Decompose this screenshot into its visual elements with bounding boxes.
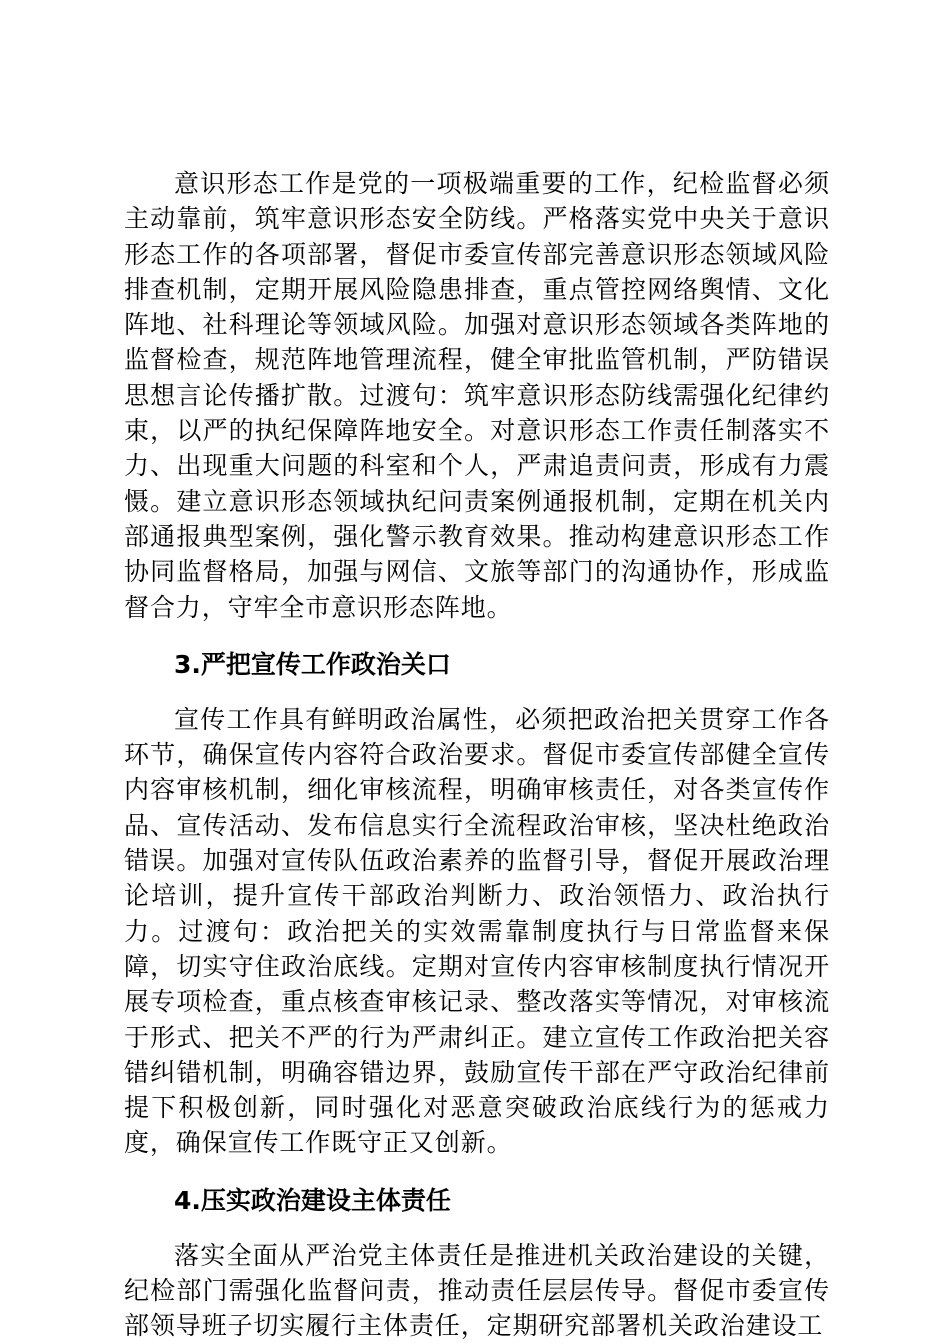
- paragraph-ideology: 意识形态工作是党的一项极端重要的工作，纪检监督必须主动靠前，筑牢意识形态安全防线。严格落实党中央关于意识形态工作的各项部署，督促市委宣传部完善意识形态领域风险排查机制，定期开展风险隐患排查，重点管控网络舆情、文化阵地、社科理论等领域风险。加强对意识形态领域各类阵地的监督检查，规范阵地管理流程，健全审批监管机制，严防错误思想言论传播扩散。过渡句：筑牢意识形态防线需强化纪律约束，以严的执纪保障阵地安全。对意识形态工作责任制落实不力、出现重大问题的科室和个人，严肃追责问责，形成有力震慑。建立意识形态领域执纪问责案例通报机制，定期在机关内部通报典型案例，强化警示教育效果。推动构建意识形态工作协同监督格局，加强与网信、文旅等部门的沟通协作，形成监督合力，守牢全市意识形态阵地。: [124, 169, 830, 622]
- section-heading-4: 4.压实政治建设主体责任: [174, 1185, 451, 1215]
- document-page: [124, 166, 830, 1344]
- spacer: [124, 625, 830, 647]
- section-heading-3: 3.严把宣传工作政治关口: [174, 649, 451, 679]
- spacer: [124, 1218, 830, 1238]
- spacer: [124, 1161, 830, 1183]
- paragraph-propaganda: 宣传工作具有鲜明政治属性，必须把政治把关贯穿工作各环节，确保宣传内容符合政治要求。督促市委宣传部健全宣传内容审核机制，细化审核流程，明确审核责任，对各类宣传作品、宣传活动、发布信息实行全流程政治审核，坚决杜绝政治错误。加强对宣传队伍政治素养的监督引导，督促开展政治理论培训，提升宣传干部政治判断力、政治领悟力、政治执行力。过渡句：政治把关的实效需靠制度执行与日常监督来保障，切实守住政治底线。定期对宣传内容审核制度执行情况开展专项检查，重点核查审核记录、整改落实等情况，对审核流于形式、把关不严的行为严肃纠正。建立宣传工作政治把关容错纠错机制，明确容错边界，鼓励宣传干部在严守政治纪律前提下积极创新，同时强化对恶意突破政治底线行为的惩戒力度，确保宣传工作既守正又创新。: [124, 704, 830, 1158]
- spacer: [124, 682, 830, 702]
- paragraph-responsibility: 落实全面从严治党主体责任是推进机关政治建设的关键，纪检部门需强化监督问责，推动责任层层传导。督促市委宣传部领导班子切实履行主体责任，定期研究部署机关政治建设工: [124, 1240, 830, 1341]
